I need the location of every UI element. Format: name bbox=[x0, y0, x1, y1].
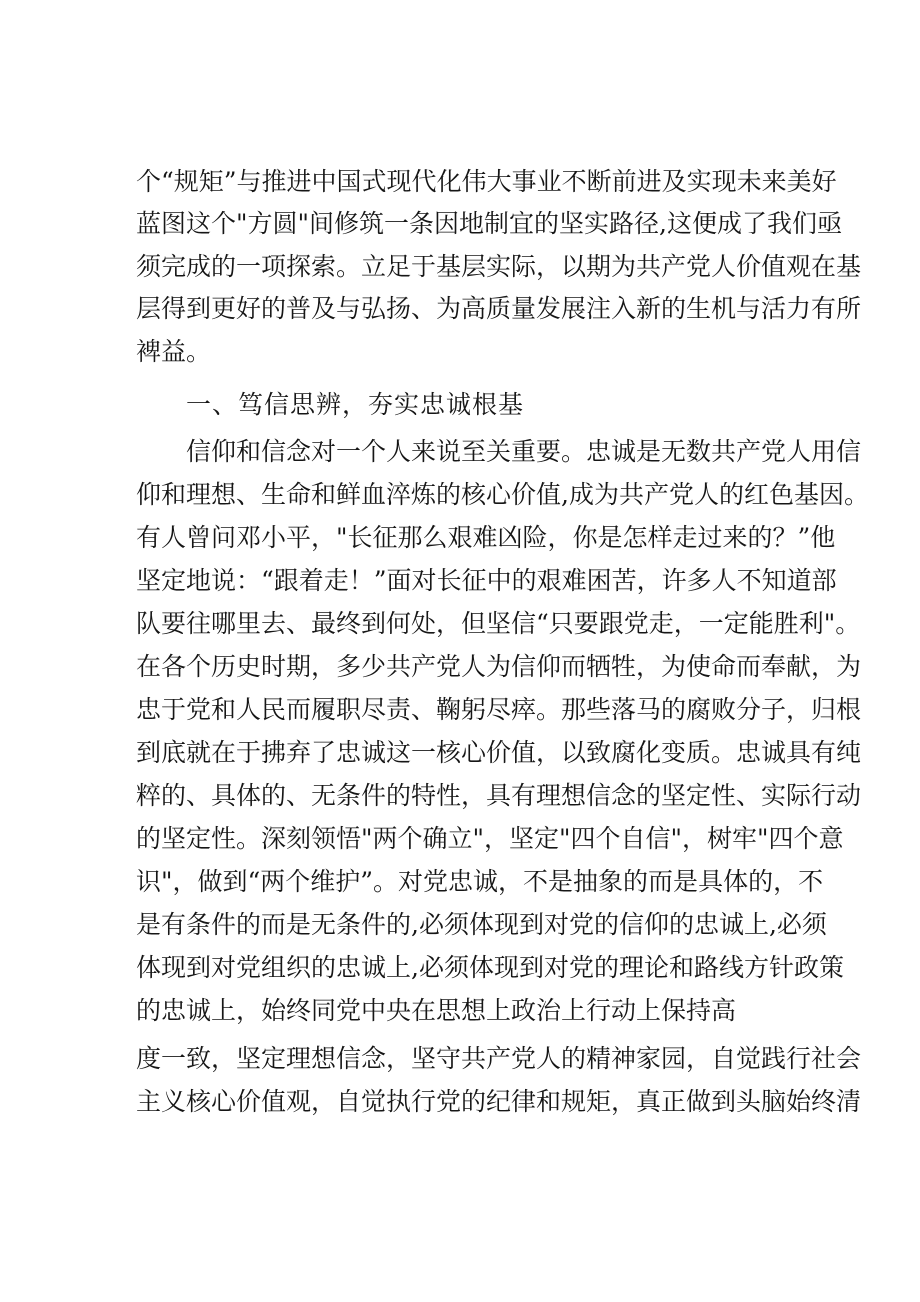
continuation-line-1: 度一致，坚定理想信念，坚守共产党人的精神家园，自觉践行社会 bbox=[136, 1044, 862, 1073]
intro-line-1: 个“规矩”与推进中国式现代化伟大事业不断前进及实现未来美好 bbox=[136, 167, 837, 196]
body-line-8: 到底就在于拂弃了忠诚这一核心价值，以致腐化变质。忠诚具有纯 bbox=[136, 738, 862, 767]
body-line-7: 忠于党和人民而履职尽责、鞠躬尽瘁。那些落马的腐败分子，归根 bbox=[136, 695, 862, 724]
body-line-11: 识"，做到“两个维护”。对党忠诚，不是抽象的而是具体的，不 bbox=[136, 867, 824, 896]
body-line-1: 信仰和信念对一个人来说至关重要。忠诚是无数共产党人用信 bbox=[186, 437, 862, 466]
body-line-4: 坚定地说：“跟着走！”面对长征中的艰难困苦，许多人不知道部 bbox=[136, 566, 837, 595]
body-line-2: 仰和理想、生命和鲜血淬炼的核心价值,成为共产党人的红色基因。 bbox=[136, 480, 869, 509]
continuation-line-2: 主义核心价值观，自觉执行党的纪律和规矩，真正做到头脑始终清 bbox=[136, 1087, 862, 1116]
section-heading: 一、笃信思辨，夯实忠诚根基 bbox=[186, 390, 525, 419]
body-line-6: 在各个历史时期，多少共产党人为信仰而牺牲，为使命而奉献，为 bbox=[136, 652, 862, 681]
intro-line-2: 蓝图这个"方圆"间修筑一条因地制宜的坚实路径,这便成了我们亟 bbox=[136, 209, 842, 238]
body-line-12: 是有条件的而是无条件的,必须体现到对党的信仰的忠诚上,必须 bbox=[136, 910, 827, 939]
body-line-5: 队要往哪里去、最终到何处，但坚信“只要跟党走，一定能胜利"。 bbox=[136, 609, 861, 638]
intro-line-5: 裨益。 bbox=[136, 337, 212, 366]
body-line-10: 的坚定性。深刻领悟"两个确立"，坚定"四个自信"，树牢"四个意 bbox=[136, 824, 844, 853]
body-line-3: 有人曾问邓小平，"长征那么艰难凶险，你是怎样走过来的？”他 bbox=[136, 523, 836, 552]
body-line-13: 体现到对党组织的忠诚上,必须体现到对党的理论和路线方针政策 bbox=[136, 953, 844, 982]
intro-line-4: 层得到更好的普及与弘扬、为高质量发展注入新的生机与活力有所 bbox=[136, 294, 862, 323]
intro-line-3: 须完成的一项探索。立足于基层实际，以期为共产党人价值观在基 bbox=[136, 252, 862, 281]
body-line-14: 的忠诚上，始终同党中央在思想上政治上行动上保持高 bbox=[136, 996, 737, 1025]
body-line-9: 粹的、具体的、无条件的特性，具有理想信念的坚定性、实际行动 bbox=[136, 781, 862, 810]
